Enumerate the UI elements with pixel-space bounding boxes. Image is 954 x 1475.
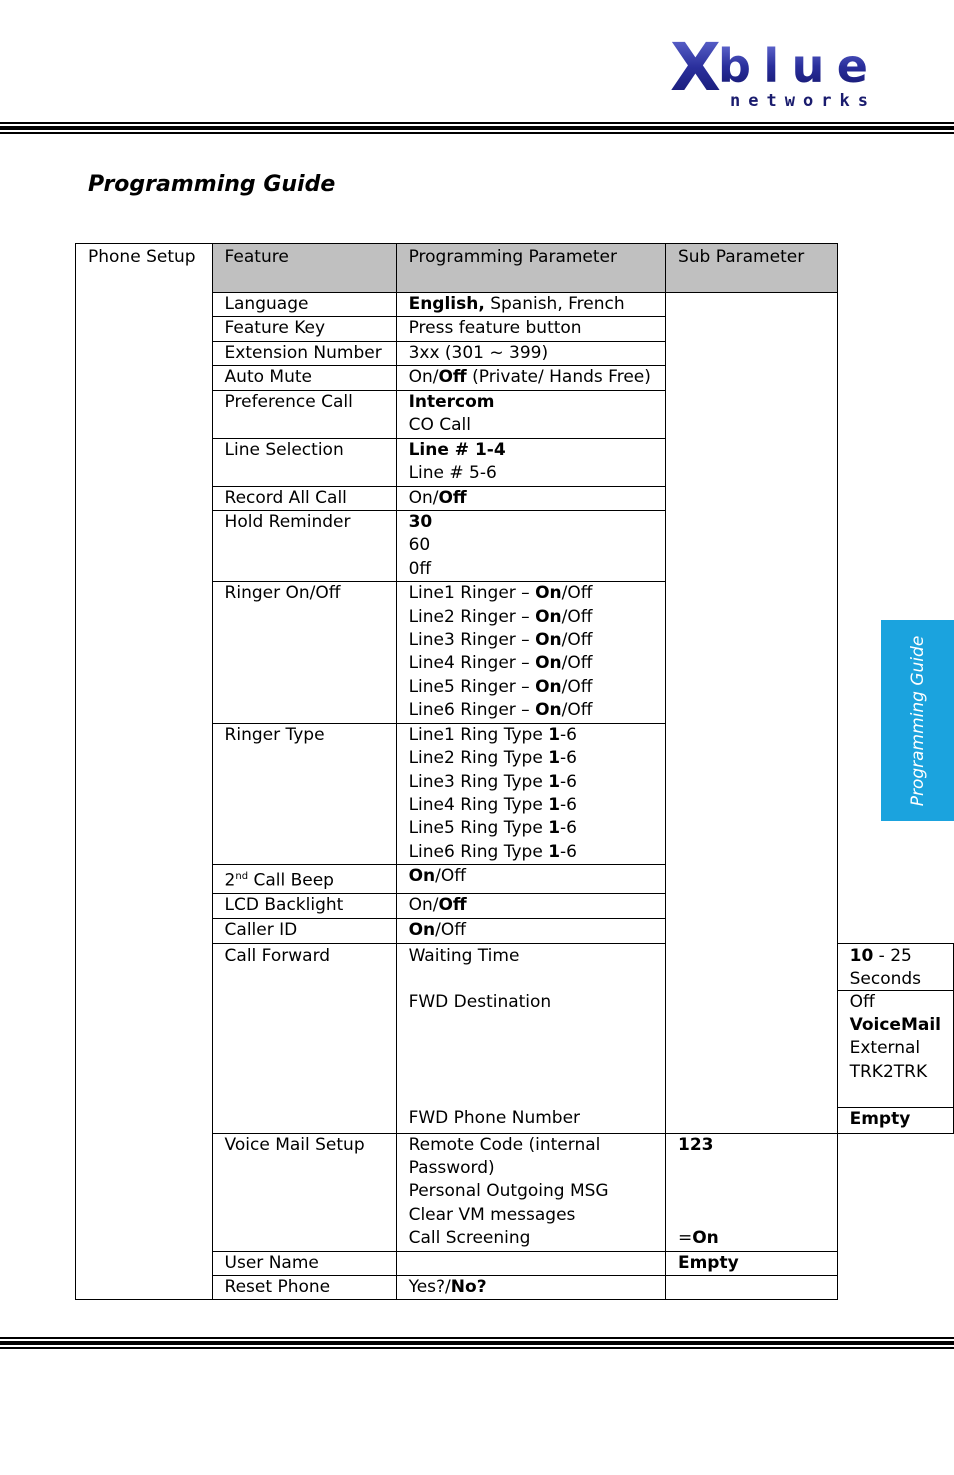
parameter-default: 30 (408, 512, 433, 533)
feature-cell: User Name (212, 1251, 396, 1275)
parameter-text: On/ (408, 895, 439, 916)
parameter-cell (396, 943, 665, 1133)
parameter-cell (396, 918, 665, 943)
section-label: Phone Setup (88, 247, 196, 267)
parameter-default: On (408, 866, 436, 887)
line-text: Line1 Ring Type (408, 724, 549, 745)
programming-table (75, 243, 954, 1300)
line-default: 1 (548, 818, 561, 839)
parameter-text: Waiting Time (408, 945, 520, 966)
parameter-text: FWD Phone Number (408, 1107, 581, 1128)
parameter-cell (396, 723, 665, 864)
feature-cell: Auto Mute (212, 366, 396, 390)
line-text: Line3 Ring Type (408, 771, 549, 792)
line-text: /Off (561, 653, 593, 674)
line-default: On (535, 676, 562, 697)
parameter-default: Intercom (408, 391, 495, 412)
line-default: 1 (548, 794, 561, 815)
ringer-line (409, 699, 653, 722)
parameter-default: Off (438, 367, 467, 388)
parameter-text: 0ff (408, 558, 432, 579)
line-text: Line4 Ring Type (408, 794, 549, 815)
sub-parameter-empty (665, 293, 837, 1134)
ringer-line (409, 629, 653, 652)
line-default: On (535, 583, 562, 604)
parameter-cell (396, 511, 665, 582)
parameter-text: On/ (408, 367, 439, 388)
line-default: 1 (548, 748, 561, 769)
line-text: Line5 Ringer – (408, 676, 536, 697)
page-title: Programming Guide (88, 172, 336, 197)
ring-type-line (409, 724, 653, 747)
sub-parameter-list (850, 991, 941, 1107)
feature-cell: Line Selection (212, 438, 396, 486)
sub-default: Empty (849, 1108, 911, 1129)
feature-text: Call Beep (248, 870, 334, 891)
parameter-text: On/ (408, 487, 439, 508)
parameter-default: Line # 1-4 (408, 439, 506, 460)
parameter-cell: Press feature button (396, 317, 665, 341)
parameter-cell (396, 1276, 665, 1300)
section-cell (76, 244, 213, 1300)
line-text: /Off (561, 700, 593, 721)
ringer-line (409, 606, 653, 629)
parameter-text: /Off (435, 866, 466, 887)
feature-cell: Language (212, 293, 396, 317)
ring-type-line (409, 771, 653, 794)
parameter-cell (396, 865, 665, 894)
parameter-cell (396, 1133, 665, 1251)
line-text: -6 (560, 724, 577, 745)
line-default: On (535, 606, 562, 627)
parameter-text: FWD Destination (408, 991, 552, 1012)
line-text: Line1 Ringer – (408, 583, 536, 604)
parameter-cell (396, 582, 665, 723)
parameter-text: 60 (408, 535, 431, 556)
parameter-text: Call Screening (408, 1228, 531, 1249)
parameter-text: CO Call (408, 415, 471, 436)
sub-text: External (849, 1038, 921, 1059)
ring-type-line (409, 841, 653, 864)
feature-cell: Reset Phone (212, 1276, 396, 1300)
ringer-line (409, 582, 653, 605)
parameter-default: English, (408, 294, 485, 314)
feature-cell: Extension Number (212, 341, 396, 365)
line-default: 1 (548, 771, 561, 792)
line-text: Line6 Ringer – (408, 700, 536, 721)
sub-parameter-cell (665, 1133, 837, 1251)
parameter-text: /Off (435, 919, 466, 940)
feature-text: 2 (224, 870, 236, 891)
line-text: Line5 Ring Type (408, 818, 549, 839)
parameter-default: Off (438, 487, 467, 508)
feature-cell: Hold Reminder (212, 511, 396, 582)
feature-cell (212, 865, 396, 894)
line-text: Line3 Ringer – (408, 630, 536, 651)
parameter-text: (Private/ Hands Free) (466, 367, 651, 388)
line-text: -6 (560, 818, 577, 839)
line-default: On (535, 700, 562, 721)
line-text: -6 (560, 841, 577, 862)
line-text: /Off (561, 676, 593, 697)
line-default: On (535, 630, 562, 651)
logo-subtext: networks (730, 91, 868, 110)
footer-rule (0, 1337, 954, 1349)
line-text: /Off (561, 606, 593, 627)
parameter-text: Spanish, French (484, 294, 625, 314)
header-feature: Feature (212, 244, 396, 293)
sub-parameter-text (850, 945, 941, 990)
line-text: -6 (560, 771, 577, 792)
ring-type-line (409, 747, 653, 770)
line-text: Line6 Ring Type (408, 841, 549, 862)
feature-cell: LCD Backlight (212, 894, 396, 918)
line-text: /Off (561, 583, 593, 604)
line-text: -6 (560, 794, 577, 815)
line-text: Line2 Ring Type (408, 748, 549, 769)
feature-cell: Record All Call (212, 486, 396, 510)
line-text: Line2 Ringer – (408, 606, 536, 627)
sub-text: - 25 Seconds (849, 945, 922, 989)
ringer-line (409, 676, 653, 699)
ringer-line (409, 652, 653, 675)
feature-cell: Preference Call (212, 390, 396, 438)
parameter-text: Yes?/ (408, 1277, 451, 1298)
side-tab-label: Programming Guide (907, 635, 928, 806)
line-default: 1 (548, 841, 561, 862)
sub-parameter-cell: Empty (665, 1251, 837, 1275)
parameter-text: Line # 5-6 (408, 463, 497, 484)
ring-type-line (409, 817, 653, 840)
sub-parameter-text (678, 1227, 825, 1250)
sub-parameter-cell (665, 1276, 837, 1300)
feature-cell: Call Forward (212, 943, 396, 1133)
feature-cell: Feature Key (212, 317, 396, 341)
parameter-cell (396, 293, 665, 317)
logo-letter: X (670, 38, 721, 106)
parameter-cell (396, 1251, 665, 1275)
header-sub-parameter: Sub Parameter (665, 244, 837, 293)
feature-cell: Ringer On/Off (212, 582, 396, 723)
parameter-text: Personal Outgoing MSG (408, 1181, 609, 1202)
parameter-cell (396, 366, 665, 390)
parameter-default: No? (450, 1277, 487, 1298)
sub-default: On (692, 1227, 719, 1248)
ordinal-suffix: nd (235, 871, 249, 883)
sub-text: = (677, 1227, 693, 1248)
feature-cell: Ringer Type (212, 723, 396, 864)
sub-default: 123 (677, 1134, 714, 1155)
parameter-text: Remote Code (internal (408, 1134, 601, 1155)
feature-cell: Voice Mail Setup (212, 1133, 396, 1251)
sub-default: 10 (849, 945, 874, 966)
line-text: Line4 Ringer – (408, 653, 536, 674)
parameter-cell (396, 894, 665, 918)
xblue-networks-logo (670, 38, 870, 110)
parameter-cell (396, 438, 665, 486)
parameter-default: On (408, 919, 436, 940)
line-default: On (535, 653, 562, 674)
line-text: -6 (560, 748, 577, 769)
logo-word: blue (718, 39, 868, 93)
ring-type-line (409, 794, 653, 817)
sub-parameter-cell (837, 943, 953, 1133)
sub-default: VoiceMail (849, 1015, 941, 1035)
parameter-cell (396, 390, 665, 438)
parameter-text: Clear VM messages (408, 1204, 576, 1225)
parameter-cell: 3xx (301 ~ 399) (396, 341, 665, 365)
header-parameter: Programming Parameter (396, 244, 665, 293)
parameter-text: Password) (408, 1158, 495, 1178)
line-default: 1 (548, 724, 561, 745)
sub-text: Off (849, 991, 875, 1012)
sub-text: TRK2TRK (849, 1061, 928, 1082)
feature-cell: Caller ID (212, 918, 396, 943)
header-rule (0, 122, 954, 134)
line-text: /Off (561, 630, 593, 651)
parameter-default: Off (438, 895, 467, 916)
parameter-cell (396, 486, 665, 510)
